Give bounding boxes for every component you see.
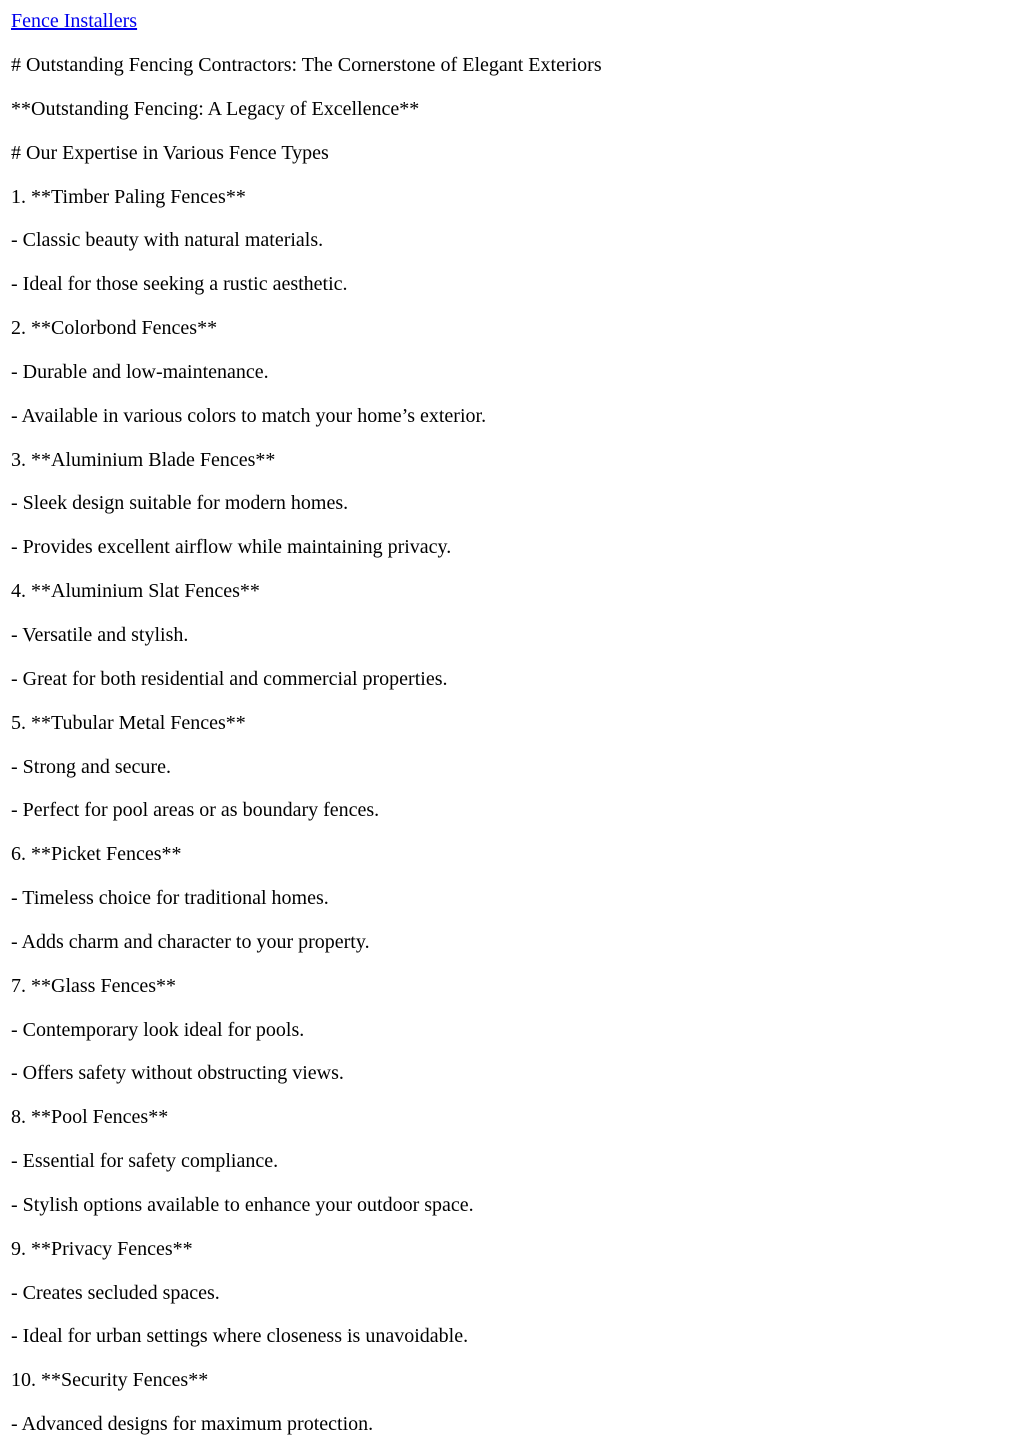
list-item-detail: - Contemporary look ideal for pools. bbox=[11, 1018, 305, 1041]
list-item-title: 8. **Pool Fences** bbox=[11, 1106, 169, 1129]
fence-installers-link[interactable]: Fence Installers bbox=[11, 10, 138, 32]
list-item-title: 3. **Aluminium Blade Fences** bbox=[11, 448, 276, 471]
list-item-detail: - Adds charm and character to your property. bbox=[11, 930, 370, 953]
list-item-detail: - Essential for safety compliance. bbox=[11, 1150, 279, 1173]
list-item-title: 7. **Glass Fences** bbox=[11, 974, 176, 997]
list-item-title: 5. **Tubular Metal Fences** bbox=[11, 711, 246, 734]
list-item-detail: - Sleek design suitable for modern homes. bbox=[11, 492, 349, 515]
list-item-detail: - Advanced designs for maximum protection. bbox=[11, 1413, 374, 1436]
list-item-detail: - Durable and low-maintenance. bbox=[11, 360, 269, 383]
list-item-title: 6. **Picket Fences** bbox=[11, 843, 182, 866]
list-item-detail: - Offers safety without obstructing views. bbox=[11, 1062, 344, 1085]
list-item-title: 10. **Security Fences** bbox=[11, 1369, 209, 1392]
list-item-detail: - Versatile and stylish. bbox=[11, 623, 189, 646]
list-item-detail: - Ideal for urban settings where closeness is unavoidable. bbox=[11, 1325, 469, 1348]
list-item-detail: - Strong and secure. bbox=[11, 755, 171, 778]
list-item-detail: - Stylish options available to enhance your outdoor space. bbox=[11, 1193, 474, 1216]
heading-line: # Outstanding Fencing Contractors: The Cornerstone of Elegant Exteriors bbox=[11, 54, 602, 76]
list-item-title: 4. **Aluminium Slat Fences** bbox=[11, 580, 260, 603]
list-item-title: 1. **Timber Paling Fences** bbox=[11, 185, 246, 208]
link-paragraph bbox=[11, 9, 137, 33]
list-item-detail: - Timeless choice for traditional homes. bbox=[11, 887, 329, 910]
list-item-detail: - Perfect for pool areas or as boundary fences. bbox=[11, 799, 380, 822]
list-item-detail: - Provides excellent airflow while maintaining privacy. bbox=[11, 536, 452, 559]
list-item-detail: - Creates secluded spaces. bbox=[11, 1281, 220, 1304]
content-lines bbox=[11, 53, 602, 1456]
list-item-detail: - Ideal for those seeking a rustic aesthetic. bbox=[11, 273, 348, 296]
list-item-detail: - Classic beauty with natural materials. bbox=[11, 229, 324, 252]
list-item-title: 2. **Colorbond Fences** bbox=[11, 317, 218, 340]
heading-line: # Our Expertise in Various Fence Types bbox=[11, 141, 329, 164]
list-item-title: 9. **Privacy Fences** bbox=[11, 1237, 193, 1260]
list-item-detail: - Available in various colors to match your home’s exterior. bbox=[11, 404, 487, 427]
list-item-detail: - Great for both residential and commercial properties. bbox=[11, 667, 448, 690]
subheading-line: **Outstanding Fencing: A Legacy of Excellence** bbox=[11, 97, 420, 120]
